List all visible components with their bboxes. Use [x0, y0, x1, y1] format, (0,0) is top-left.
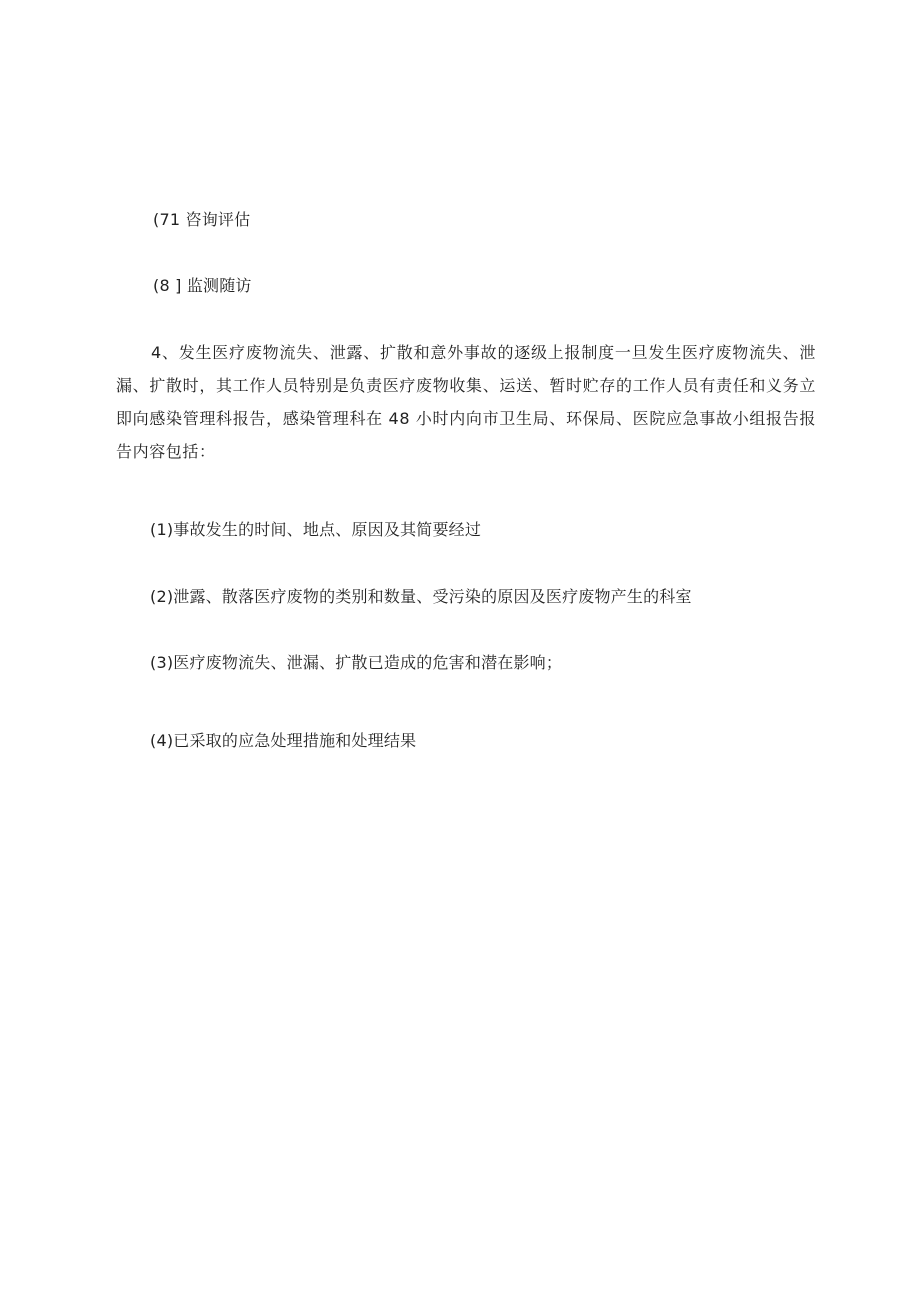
list-item-7: (71 咨询评估 — [153, 210, 251, 229]
report-item-3: (3)医疗废物流失、泄漏、扩散已造成的危害和潜在影响； — [150, 653, 563, 672]
report-item-1: (1)事故发生的时间、地点、原因及其简要经过 — [150, 520, 482, 539]
section-4-paragraph: 4、发生医疗废物流失、泄露、扩散和意外事故的逐级上报制度一旦发生医疗废物流失、泄漏、扩散时，其工作人员特别是负责医疗废物收集、运送、暂时贮存的工作人员有责任和义务立即向感染管理科报告，感染管理科在 48 小时内向市卫生局、环保局、医院应急事故小组报告报告内容包括： — [116, 343, 816, 461]
report-item-4: (4)已采取的应急处理措施和处理结果 — [150, 731, 417, 750]
list-item-8: (8 ] 监测随访 — [153, 276, 252, 295]
report-item-2: (2)泄露、散落医疗废物的类别和数量、受污染的原因及医疗废物产生的科室 — [150, 587, 692, 606]
